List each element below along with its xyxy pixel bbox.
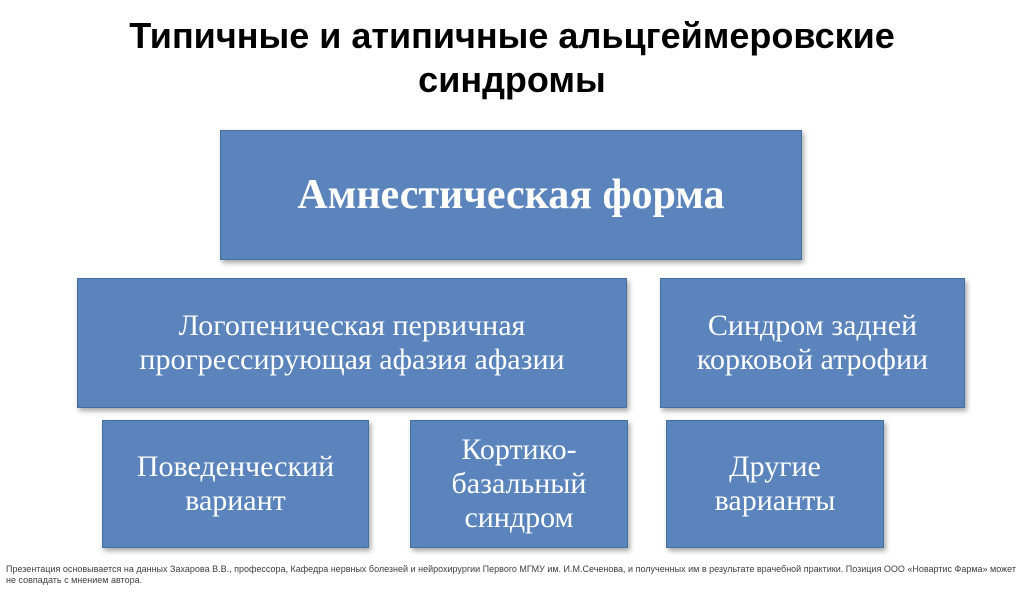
slide-title xyxy=(0,14,1024,102)
box-corticobasal-syndrome xyxy=(410,420,628,548)
footer-disclaimer xyxy=(6,564,1016,586)
box-other-variants xyxy=(666,420,884,548)
box-amnestic-form xyxy=(220,130,802,260)
box-amnestic-form-label: Амнестическая форма xyxy=(297,172,725,218)
box-behavioral-variant-label: Поведенческий вариант xyxy=(136,450,335,517)
box-other-variants-label: Другие варианты xyxy=(714,450,836,517)
slide-title-text: Типичные и атипичные альцгеймеровские синдромы xyxy=(129,15,895,100)
box-posterior-cortical-atrophy xyxy=(660,278,965,408)
box-corticobasal-syndrome-label: Кортико- базальный синдром xyxy=(451,433,587,534)
box-behavioral-variant xyxy=(102,420,369,548)
footer-disclaimer-text: Презентация основывается на данных Захарова В.В., профессора, Кафедра нервных болезней и нейрохирургии Первого МГМУ им. И.М.Сеченова, и полученных им в результате врачебной практики. Позиция ООО «Новартис Фарма» может не совпадать с мнением автора. xyxy=(6,564,1016,585)
box-logopenic-aphasia xyxy=(77,278,627,408)
box-posterior-cortical-atrophy-label: Синдром задней корковой атрофии xyxy=(696,309,929,376)
box-logopenic-aphasia-label: Логопеническая первичная прогрессирующая афазия афазии xyxy=(139,309,565,376)
